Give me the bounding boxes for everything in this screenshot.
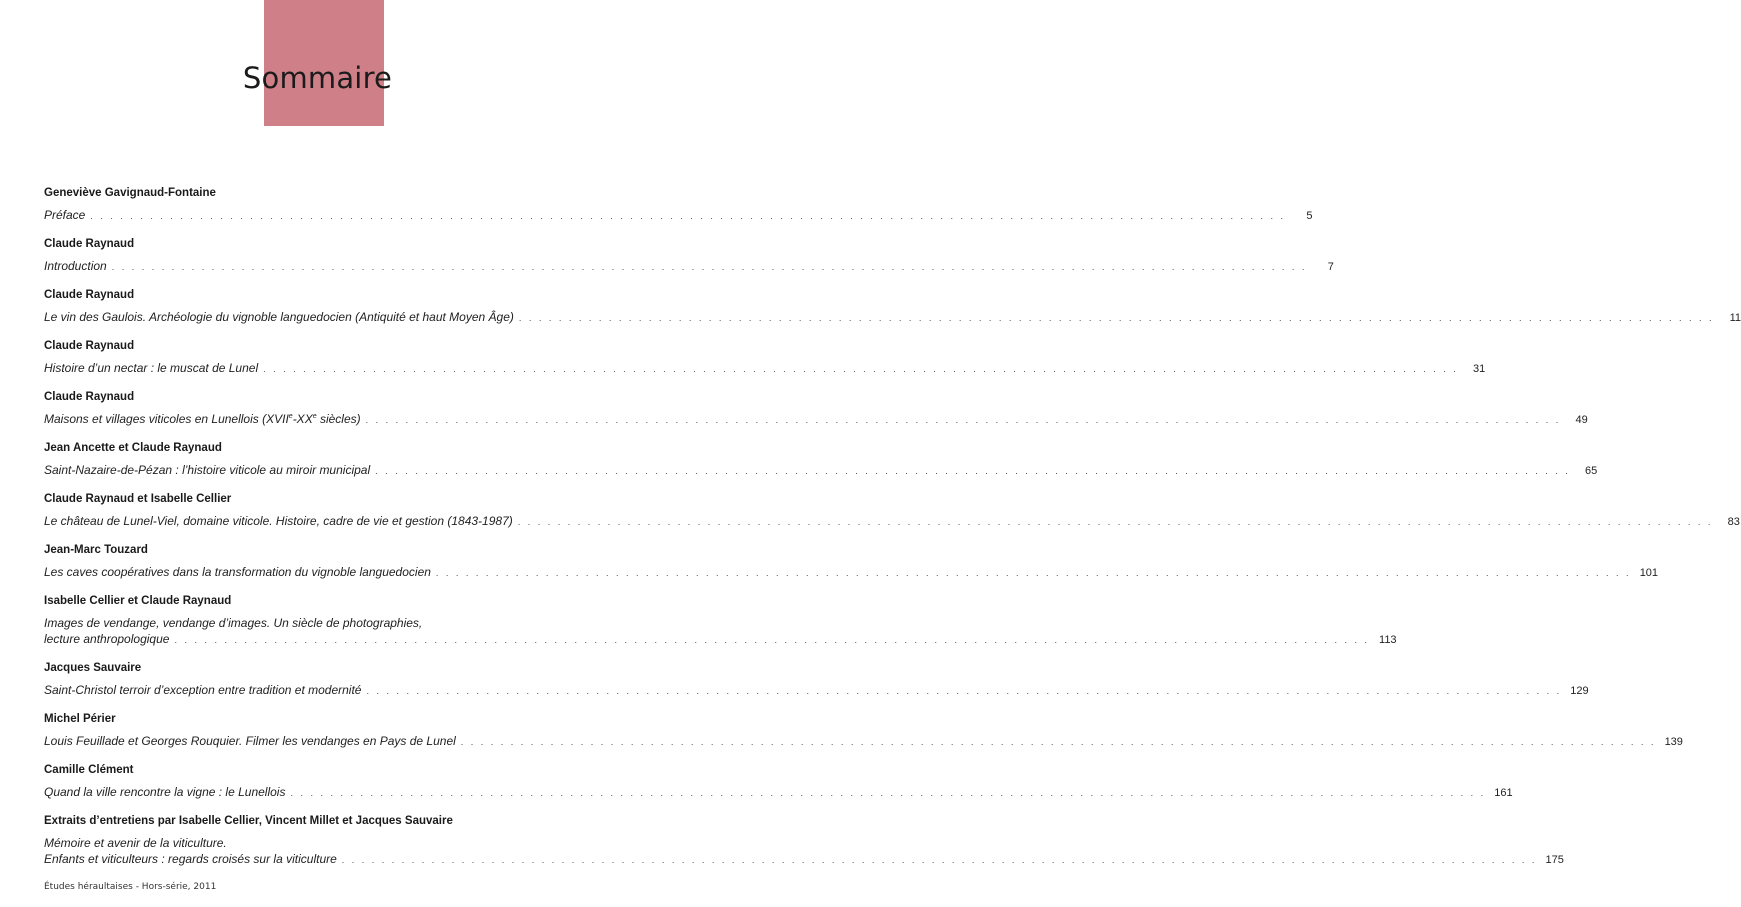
toc-title-part: e [288, 413, 293, 420]
leader-dots: . . . . . . . . . . . . . . . . . . . . . . . . . . . . . . . . . . . . . . . . . . . . . . . . . . . . . . . . . . . . . . . . . . . . . . . . . . . . . . . . . . . . . . . . . . . . . . . . . . . . . . . . . . . . . . . . . . . . . . . . [174, 635, 1370, 645]
toc-page-number: 7 [1327, 261, 1334, 273]
leader-dots: . . . . . . . . . . . . . . . . . . . . . . . . . . . . . . . . . . . . . . . . . . . . . . . . . . . . . . . . . . . . . . . . . . . . . . . . . . . . . . . . . . . . . . . . . . . . . . . . . . . . . . . . . . . . . . . . . . . . . . . . [375, 466, 1571, 476]
leader-dots: . . . . . . . . . . . . . . . . . . . . . . . . . . . . . . . . . . . . . . . . . . . . . . . . . . . . . . . . . . . . . . . . . . . . . . . . . . . . . . . . . . . . . . . . . . . . . . . . . . . . . . . . . . . . . . . . . . . . . . . . [460, 737, 1656, 747]
toc-title: Saint-Nazaire-de-Pézan : l’histoire viticole au miroir municipal [44, 463, 371, 477]
toc-title [44, 411, 361, 427]
leader-dots: . . . . . . . . . . . . . . . . . . . . . . . . . . . . . . . . . . . . . . . . . . . . . . . . . . . . . . . . . . . . . . . . . . . . . . . . . . . . . . . . . . . . . . . . . . . . . . . . . . . . . . . . . . . . . . . . . . . . . . . . [435, 568, 1632, 578]
toc-entry [44, 814, 1564, 868]
toc-title-line: Mémoire et avenir de la viticulture. [44, 836, 227, 850]
toc-entry [44, 661, 1589, 699]
leader-dots: . . . . . . . . . . . . . . . . . . . . . . . . . . . . . . . . . . . . . . . . . . . . . . . . . . . . . . . . . . . . . . . . . . . . . . . . . . . . . . . . . . . . . . . . . . . . . . . . . . . . . . . . . . . . . . . . . . . . . . . . [517, 517, 1713, 527]
toc-title: Les caves coopératives dans la transformation du vignoble languedocien [44, 565, 431, 579]
toc-author: Claude Raynaud [44, 238, 135, 250]
toc-title-line [44, 682, 1589, 699]
toc-author: Claude Raynaud [44, 340, 135, 352]
toc-title-part: Maisons et villages viticoles en Lunellois (XVII [44, 412, 289, 426]
toc-title-line: Images de vendange, vendange d’images. Un siècle de photographies, [44, 616, 423, 630]
leader-dots: . . . . . . . . . . . . . . . . . . . . . . . . . . . . . . . . . . . . . . . . . . . . . . . . . . . . . . . . . . . . . . . . . . . . . . . . . . . . . . . . . . . . . . . . . . . . . . . . . . . . . . . . . . . . . . . . . . . . . . . . [290, 788, 1486, 798]
toc-title: Saint-Christol terroir d’exception entre tradition et modernité [44, 683, 362, 697]
toc-page-number: 129 [1570, 685, 1589, 697]
toc-title-line [44, 564, 1659, 581]
toc-title-part: siècles) [316, 412, 361, 426]
toc-title-line [44, 631, 1397, 648]
leader-dots: . . . . . . . . . . . . . . . . . . . . . . . . . . . . . . . . . . . . . . . . . . . . . . . . . . . . . . . . . . . . . . . . . . . . . . . . . . . . . . . . . . . . . . . . . . . . . . . . . . . . . . . . . . . . . . . . . . . . . . . . [366, 686, 1562, 696]
toc-page-number: 175 [1545, 854, 1564, 866]
toc-author: Claude Raynaud et Isabelle Cellier [44, 493, 232, 505]
toc-title-line [44, 207, 1313, 224]
toc-author: Isabelle Cellier et Claude Raynaud [44, 595, 232, 607]
toc-page-number: 49 [1575, 414, 1588, 426]
toc-author: Claude Raynaud [44, 391, 135, 403]
toc-author: Jean-Marc Touzard [44, 544, 148, 556]
leader-dots: . . . . . . . . . . . . . . . . . . . . . . . . . . . . . . . . . . . . . . . . . . . . . . . . . . . . . . . . . . . . . . . . . . . . . . . . . . . . . . . . . . . . . . . . . . . . . . . . . . . . . . . . . . . . . . . . . . . . . . . . [365, 415, 1561, 425]
page-title: Sommaire [242, 61, 393, 96]
toc-title-line [44, 309, 1741, 326]
toc-entry [44, 339, 1486, 377]
toc-author: Extraits d’entretiens par Isabelle Cellier, Vincent Millet et Jacques Sauvaire [44, 815, 453, 827]
toc-title-line [44, 733, 1683, 750]
toc-entry [44, 763, 1513, 801]
toc-author: Jacques Sauvaire [44, 662, 142, 674]
toc-entry [44, 390, 1588, 428]
toc-entry [44, 543, 1659, 581]
toc-title: Introduction [44, 259, 107, 273]
toc-title: Histoire d’un nectar : le muscat de Lunel [44, 361, 259, 375]
toc-title: Quand la ville rencontre la vigne : le Lunellois [44, 785, 286, 799]
toc-title-line [44, 360, 1486, 377]
toc-page-number: 31 [1473, 363, 1486, 375]
toc-entry [44, 492, 1740, 530]
toc-title: Le vin des Gaulois. Archéologie du vignoble languedocien (Antiquité et haut Moyen Âge) [44, 310, 514, 324]
toc-title-part: e [312, 413, 317, 420]
table-of-contents [44, 186, 1741, 881]
toc-page-number: 5 [1306, 210, 1313, 222]
toc-page-number: 83 [1727, 516, 1740, 528]
toc-title-line [44, 462, 1598, 479]
toc-title-line [44, 513, 1740, 530]
toc-title: lecture anthropologique [44, 632, 170, 646]
toc-entry [44, 186, 1313, 224]
toc-page-number: 11 [1729, 312, 1741, 324]
toc-entry [44, 594, 1397, 648]
toc-author: Claude Raynaud [44, 289, 135, 301]
toc-entry [44, 441, 1598, 479]
toc-title-part: -XX [292, 412, 313, 426]
toc-entry [44, 712, 1683, 750]
toc-page-number: 139 [1664, 736, 1683, 748]
footer-text: Études héraultaises - Hors-série, 2011 [44, 882, 217, 892]
toc-author: Michel Périer [44, 713, 116, 725]
toc-page-number: 113 [1379, 634, 1397, 646]
toc-title-line [44, 411, 1588, 428]
leader-dots: . . . . . . . . . . . . . . . . . . . . . . . . . . . . . . . . . . . . . . . . . . . . . . . . . . . . . . . . . . . . . . . . . . . . . . . . . . . . . . . . . . . . . . . . . . . . . . . . . . . . . . . . . . . . . . . . . . . . . . . . [263, 364, 1459, 374]
toc-entry [44, 237, 1334, 275]
leader-dots: . . . . . . . . . . . . . . . . . . . . . . . . . . . . . . . . . . . . . . . . . . . . . . . . . . . . . . . . . . . . . . . . . . . . . . . . . . . . . . . . . . . . . . . . . . . . . . . . . . . . . . . . . . . . . . . . . . . . . . . . [111, 262, 1307, 272]
toc-title: Louis Feuillade et Georges Rouquier. Filmer les vendanges en Pays de Lunel [44, 734, 456, 748]
toc-title-line [44, 784, 1513, 801]
toc-title-line [44, 851, 1564, 868]
toc-page-number: 101 [1639, 567, 1659, 579]
toc-entry [44, 288, 1741, 326]
toc-page-number: 161 [1494, 787, 1513, 799]
toc-title: Enfants et viticulteurs : regards croisés sur la viticulture [44, 852, 337, 866]
leader-dots: . . . . . . . . . . . . . . . . . . . . . . . . . . . . . . . . . . . . . . . . . . . . . . . . . . . . . . . . . . . . . . . . . . . . . . . . . . . . . . . . . . . . . . . . . . . . . . . . . . . . . . . . . . . . . . . . . . . . . . . . [341, 855, 1537, 865]
toc-author: Camille Clément [44, 764, 134, 776]
toc-title-line [44, 258, 1334, 275]
toc-author: Jean Ancette et Claude Raynaud [44, 442, 222, 454]
leader-dots: . . . . . . . . . . . . . . . . . . . . . . . . . . . . . . . . . . . . . . . . . . . . . . . . . . . . . . . . . . . . . . . . . . . . . . . . . . . . . . . . . . . . . . . . . . . . . . . . . . . . . . . . . . . . . . . . . . . . . . . . [518, 313, 1714, 323]
toc-title: Le château de Lunel-Viel, domaine viticole. Histoire, cadre de vie et gestion (1843-1987) [44, 514, 513, 528]
leader-dots: . . . . . . . . . . . . . . . . . . . . . . . . . . . . . . . . . . . . . . . . . . . . . . . . . . . . . . . . . . . . . . . . . . . . . . . . . . . . . . . . . . . . . . . . . . . . . . . . . . . . . . . . . . . . . . . . . . . . . . . . [90, 211, 1286, 221]
toc-page-number: 65 [1585, 465, 1598, 477]
toc-author: Geneviève Gavignaud-Fontaine [44, 187, 216, 199]
toc-title: Préface [44, 208, 86, 222]
